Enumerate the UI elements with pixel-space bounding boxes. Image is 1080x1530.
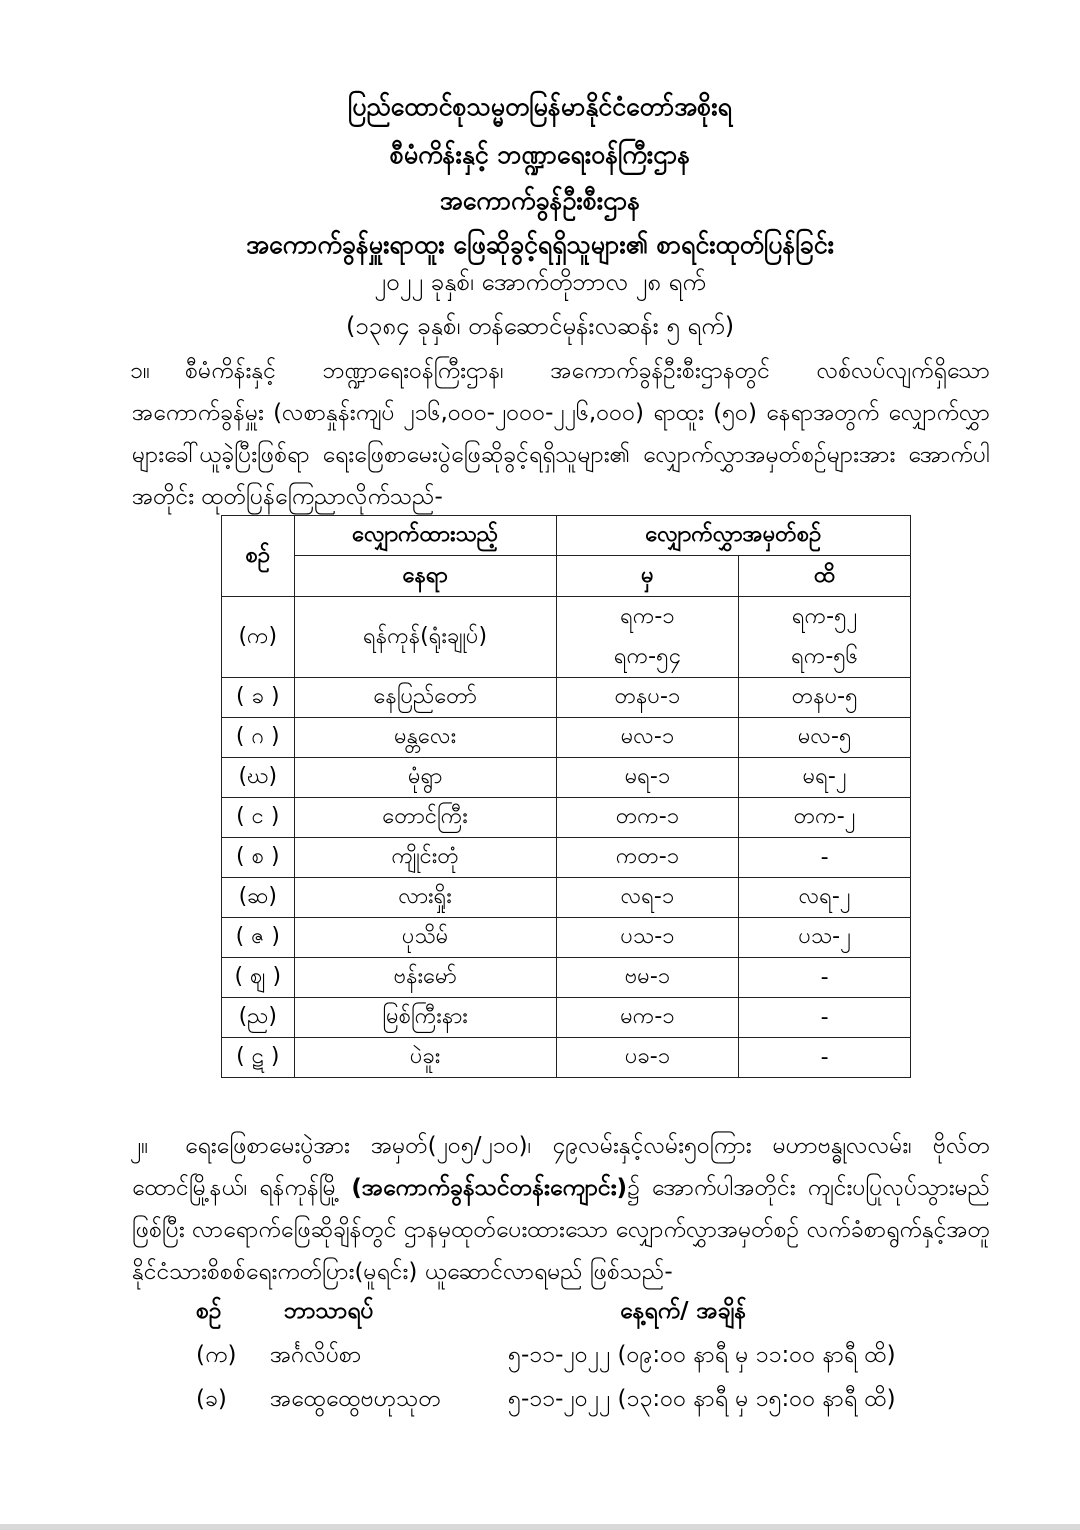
row-to-2: ရက-၅၆: [791, 644, 859, 669]
row-place: ကျိုင်းတုံ: [294, 838, 556, 878]
schedule-time: ၅-၁၁-၂၀၂၂ (၁၃:၀၀ နာရီ မှ ၁၅:၀၀ နာရီ ထိ): [508, 1386, 896, 1412]
paragraph-2-text-a: ရေးဖြေစာမေးပွဲအား အမှတ်(၂၀၅/၂၁၀)၊ ၄၉လမ်းနှင့်လမ်း၅၀ကြား မဟာဗန္ဓုလလမ်း၊ ဗိုလ်တထောင်မြို့နယ်၊ ရန်ကုန်မြို့: [132, 1133, 990, 1201]
row-serial: (က): [222, 597, 295, 678]
schedule-header-subject: ဘာသာရပ်: [284, 1298, 374, 1324]
header-application-range: လျှောက်လွှာအမှတ်စဉ်: [556, 516, 910, 556]
table-row: [222, 718, 911, 758]
table-row: [222, 758, 911, 798]
schedule-row: [196, 1340, 996, 1380]
page-bottom-divider: [0, 1524, 1080, 1530]
row-to: ပသ-၂: [739, 918, 911, 958]
row-from: လရ-၁: [556, 878, 739, 918]
schedule-header: [196, 1296, 996, 1336]
row-place: မုံရွာ: [294, 758, 556, 798]
paragraph-1: [132, 350, 990, 518]
row-to: တက-၂: [739, 798, 911, 838]
table-row: [222, 878, 911, 918]
applicant-number-table: [221, 515, 911, 1078]
row-from: မလ-၁: [556, 718, 739, 758]
row-from: တနပ-၁: [556, 678, 739, 718]
table-row: [222, 597, 911, 678]
row-to: -: [739, 838, 911, 878]
header-place-bottom: နေရာ: [294, 556, 556, 597]
schedule-header-time: နေ့ရက်/ အချိန်: [620, 1298, 747, 1324]
table-row: [222, 958, 911, 998]
paragraph-1-text: စီမံကိန်းနှင့် ဘဏ္ဍာရေးဝန်ကြီးဌာန၊ အကောက်ခွန်ဦးစီးဌာနတွင် လစ်လပ်လျက်ရှိသော အကောက်ခွန်မှူး (လစာနှုန်းကျပ် ၂၁၆,၀၀၀-၂၀၀၀-၂၂၆,၀၀၀) ရာထူး (၅၀) နေရာအတွက် လျှောက်လွှာများခေါ်ယူခဲ့ပြီးဖြစ်ရာ ရေးဖြေစာမေးပွဲဖြေဆိုခွင့်ရရှိသူများ၏ လျှောက်လွှာအမှတ်စဉ်များအား အောက်ပါအတိုင်း ထုတ်ပြန်ကြေညာလိုက်သည်-: [132, 358, 990, 510]
row-place: မြစ်ကြီးနား: [294, 998, 556, 1038]
header-to: ထိ: [739, 556, 911, 597]
row-to: -: [739, 958, 911, 998]
schedule-subject: အင်္ဂလိပ်စာ: [270, 1342, 362, 1368]
paragraph-2: [132, 1125, 990, 1293]
schedule-serial: (က): [196, 1342, 237, 1368]
announcement-date-myanmar: (၁၃၈၄ ခုနှစ်၊ တန်ဆောင်မုန်းလဆန်း ၅ ရက်): [345, 312, 735, 340]
row-serial: ( စ ): [222, 838, 295, 878]
department-title: အကောက်ခွန်ဦးစီးဌာန: [439, 186, 641, 215]
row-to: လရ-၂: [739, 878, 911, 918]
row-from: မက-၁: [556, 998, 739, 1038]
table-row: [222, 798, 911, 838]
row-from: [556, 597, 739, 678]
ministry-title: စီမံကိန်းနှင့် ဘဏ္ဍာရေးဝန်ကြီးဌာန: [389, 140, 691, 169]
announcement-date: ၂၀၂၂ ခုနှစ်၊ အောက်တိုဘာလ ၂၈ ရက်: [374, 268, 706, 296]
row-serial: (ဃ): [222, 758, 295, 798]
row-place: လားရှိုး: [294, 878, 556, 918]
row-place: ဗန်းမော်: [294, 958, 556, 998]
schedule-row: [196, 1384, 996, 1424]
row-serial: ( ခ ): [222, 678, 295, 718]
row-to: မလ-၅: [739, 718, 911, 758]
row-from: မရ-၁: [556, 758, 739, 798]
row-place: ပုသိမ်: [294, 918, 556, 958]
row-to: တနပ-၅: [739, 678, 911, 718]
row-to: -: [739, 1038, 911, 1078]
paragraph-2-number: ၂။: [130, 1133, 149, 1159]
row-serial: ( င ): [222, 798, 295, 838]
header-from: မှ: [556, 556, 739, 597]
paragraph-1-number: ၁။: [130, 358, 150, 384]
announcement-title: အကောက်ခွန်မှူးရာထူး ဖြေဆိုခွင့်ရရှိသူများ၏ စာရင်းထုတ်ပြန်ခြင်း: [246, 230, 834, 259]
row-from-1: ရက-၁: [620, 604, 675, 629]
row-to: -: [739, 998, 911, 1038]
row-from: ပသ-၁: [556, 918, 739, 958]
row-serial: (ဆ): [222, 878, 295, 918]
row-place: ပဲခူး: [294, 1038, 556, 1078]
schedule-header-serial: စဉ်: [196, 1298, 222, 1324]
table-row: [222, 1038, 911, 1078]
schedule-subject: အထွေထွေဗဟုသုတ: [270, 1386, 441, 1412]
row-serial: (ည): [222, 998, 295, 1038]
row-from: ပခ-၁: [556, 1038, 739, 1078]
row-from: ကတ-၁: [556, 838, 739, 878]
header-serial: စဉ်: [222, 516, 295, 597]
paragraph-2-text-b: ၌ အောက်ပါအတိုင်း ကျင်းပပြုလုပ်သွားမည်ဖြစ်ပြီး လာရောက်ဖြေဆိုချိန်တွင် ဌာနမှထုတ်ပေးထားသော လျှောက်လွှာအမှတ်စဉ် လက်ခံစာရွက်နှင့်အတူ နိုင်ငံသားစိစစ်ရေးကတ်ပြား(မူရင်း) ယူဆောင်လာရမည် ဖြစ်သည်-: [132, 1175, 990, 1285]
row-serial: ( ဈ ): [222, 958, 295, 998]
row-serial: ( ဂ ): [222, 718, 295, 758]
header-place-top: လျှောက်ထားသည့်: [294, 516, 556, 556]
table-row: [222, 678, 911, 718]
schedule-serial: (ခ): [196, 1386, 227, 1412]
row-serial: ( ဇ ): [222, 918, 295, 958]
table-row: [222, 838, 911, 878]
row-from-2: ရက-၅၄: [614, 644, 681, 669]
row-place: ရန်ကုန်(ရုံးချုပ်): [294, 597, 556, 678]
row-to-1: ရက-၅၂: [791, 604, 858, 629]
row-serial: ( ဋ ): [222, 1038, 295, 1078]
table-row: [222, 998, 911, 1038]
govt-title: ပြည်ထောင်စုသမ္မတမြန်မာနိုင်ငံတော်အစိုးရ: [348, 92, 732, 121]
table-row: [222, 918, 911, 958]
row-from: တက-၁: [556, 798, 739, 838]
row-from: ဗမ-၁: [556, 958, 739, 998]
row-to: မရ-၂: [739, 758, 911, 798]
row-to: [739, 597, 911, 678]
row-place: နေပြည်တော်: [294, 678, 556, 718]
row-place: မန္တလေး: [294, 718, 556, 758]
paragraph-2-text-bold: (အကောက်ခွန်သင်တန်းကျောင်း): [351, 1175, 628, 1201]
schedule-time: ၅-၁၁-၂၀၂၂ (၀၉:၀၀ နာရီ မှ ၁၁:၀၀ နာရီ ထိ): [508, 1342, 896, 1368]
row-place: တောင်ကြီး: [294, 798, 556, 838]
